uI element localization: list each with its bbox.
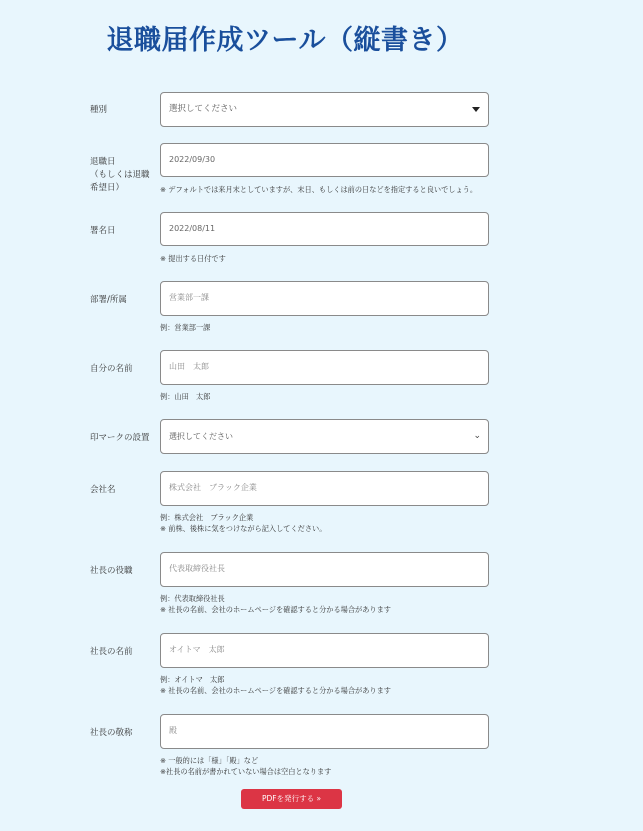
type-select-text: 選択してください (169, 104, 238, 114)
department-input[interactable]: 営業部一課 (160, 281, 489, 316)
label-my-name: 自分の名前 (90, 364, 133, 374)
page-title: 退職届作成ツール（縦書き） (106, 25, 464, 56)
company-name-note: 例：株式会社 ブラック企業 (160, 513, 254, 522)
label-sign-date: 署名日 (90, 226, 116, 236)
seal-mark-select-text: 選択してください (169, 432, 233, 441)
president-honorific-note: ※ 一般的には「様」「殿」など (160, 756, 259, 765)
sign-date-note: ※ 提出する日付です (160, 254, 226, 263)
retire-date-input[interactable]: 2022/09/30 (160, 143, 489, 177)
label-department: 部署/所属 (90, 295, 127, 305)
president-title-note-2: ※ 社長の名前、会社のホームページを確認すると分かる場合があります (160, 605, 391, 614)
label-company-name: 会社名 (90, 485, 116, 495)
my-name-input[interactable]: 山田 太郎 (160, 350, 489, 385)
president-honorific-note-2: ※社長の名前が書かれていない場合は空白となります (160, 767, 332, 776)
retire-date-note: ※ デフォルトでは来月末としていますが、末日、もしくは前の日などを指定すると良いでしょう。 (160, 185, 478, 194)
label-seal-mark: 印マークの設置 (90, 433, 150, 443)
type-select[interactable] (160, 92, 489, 127)
company-name-input[interactable]: 株式会社 ブラック企業 (160, 471, 489, 506)
chevron-down-icon: ⌄ (473, 431, 481, 441)
label-president-honorific: 社長の敬称 (90, 728, 133, 738)
sign-date-input[interactable]: 2022/08/11 (160, 212, 489, 246)
label-president-name: 社長の名前 (90, 647, 133, 657)
caret-down-icon (472, 107, 480, 112)
label-retire-date-text: 退職日 （もしくは退職希望日） (90, 157, 150, 193)
president-title-note: 例：代表取締役社長 (160, 594, 225, 603)
label-president-title: 社長の役職 (90, 566, 133, 576)
president-title-input[interactable]: 代表取締役社長 (160, 552, 489, 587)
issue-pdf-button[interactable]: PDFを発行する » (241, 789, 342, 809)
president-name-input[interactable]: オイトマ 太郎 (160, 633, 489, 668)
president-name-note-2: ※ 社長の名前、会社のホームページを確認すると分かる場合があります (160, 686, 391, 695)
president-name-note: 例：オイトマ 太郎 (160, 675, 225, 684)
my-name-note: 例：山田 太郎 (160, 392, 211, 401)
president-honorific-input[interactable]: 殿 (160, 714, 489, 749)
label-type: 種別 (90, 105, 108, 115)
department-note: 例：営業部一課 (160, 323, 211, 332)
seal-mark-select[interactable] (160, 419, 489, 454)
label-retire-date (90, 156, 152, 195)
company-name-note-2: ※ 前株、後株に気をつけながら記入してください。 (160, 524, 327, 533)
